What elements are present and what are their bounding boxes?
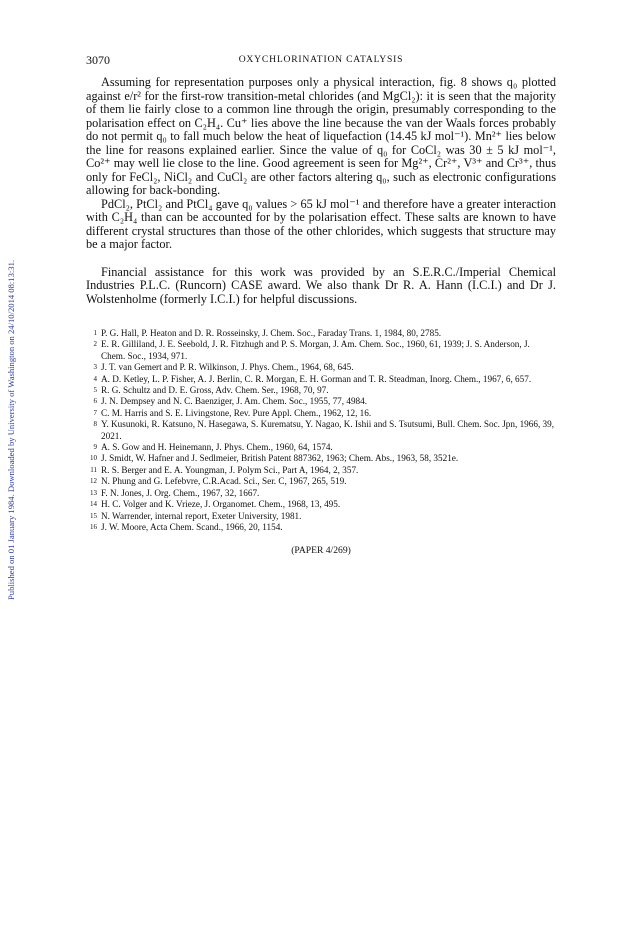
reference-item — [86, 419, 556, 442]
reference-number: 11 — [90, 465, 97, 474]
page-header — [86, 53, 556, 67]
reference-text: J. W. Moore, Acta Chem. Scand., 1966, 20, 1154. — [101, 521, 283, 532]
body-paragraph: PdCl₂, PtCl₂ and PtCl₄ gave q₀ values > 65 kJ mol⁻¹ and therefore have a greater interaction with C₂H₄ than can be accounted for by the polarisation effect. These salts are known to have different crystal structures than those of the other chlorides, which suggests that structure may be a major factor. — [86, 196, 556, 251]
reference-text: A. D. Ketley, L. P. Fisher, A. J. Berlin, C. R. Morgan, E. H. Gorman and T. R. Steadman, Inorg. Chem., 1967, 6, 657. — [101, 373, 532, 384]
reference-item — [86, 522, 556, 533]
reference-item — [86, 408, 556, 419]
body-paragraph: Assuming for representation purposes only a physical interaction, fig. 8 shows q₀ plotted against e/r² for the first-row transition-metal chlorides (and MgCl₂): it is seen that the majority of them lie fairly close to a common line through the origin, presumably corresponding to the polarisation effect on C₂H₄. Cu⁺ lies above the line because the van der Waals forces probably do not permit q₀ to fall much below the heat of liquefaction (14.45 kJ mol⁻¹). Mn²⁺ lies below the line for reasons explained earlier. Since the value of q₀ for CoCl₂ was 30 ± 5 kJ mol⁻¹, Co²⁺ may well lie close to the line. Good agreement is seen for Mg²⁺, Cr²⁺, V³⁺ and Cr³⁺, thus only for FeCl₂, NiCl₂ and CuCl₂ are other factors altering q₀, such as electronic configurations allowing for back-bonding. — [86, 75, 556, 197]
reference-number: 10 — [90, 454, 97, 463]
reference-number: 15 — [90, 511, 97, 520]
reference-text: N. Warrender, internal report, Exeter University, 1981. — [101, 510, 302, 521]
reference-text: H. C. Volger and K. Vrieze, J. Organomet. Chem., 1968, 13, 495. — [101, 499, 341, 510]
reference-item — [86, 465, 556, 476]
reference-number: 14 — [90, 500, 97, 509]
reference-number: 6 — [93, 397, 97, 406]
reference-number: 16 — [90, 522, 97, 531]
reference-text: R. G. Schultz and D. E. Gross, Adv. Chem. Ser., 1968, 70, 97. — [101, 385, 329, 396]
reference-number: 5 — [93, 386, 97, 395]
reference-item — [86, 453, 556, 464]
reference-item — [86, 374, 556, 385]
download-watermark-text: Published on 01 January 1984. Downloaded by University of Washington on 24/10/2014 08:13:31. — [6, 259, 16, 600]
paper-identifier: (PAPER 4/269) — [291, 545, 351, 557]
reference-text: N. Phung and G. Lefebvre, C.R.Acad. Sci., Ser. C, 1967, 265, 519. — [101, 476, 347, 487]
reference-item — [86, 476, 556, 487]
reference-text: J. T. van Gemert and P. R. Wilkinson, J. Phys. Chem., 1964, 68, 645. — [101, 362, 354, 373]
page-number: 3070 — [86, 53, 110, 67]
acknowledgement-paragraph: Financial assistance for this work was provided by an S.E.R.C./Imperial Chemical Industries P.L.C. (Runcorn) CASE award. We also thank Dr R. A. Hann (I.C.I.) and Dr J. Wolstenholme (formerly I.C.I.) for helpful discussions. — [86, 264, 556, 306]
reference-item — [86, 488, 556, 499]
reference-text: J. N. Dempsey and N. C. Baenziger, J. Am. Chem. Soc., 1955, 77, 4984. — [101, 396, 368, 407]
reference-number: 8 — [93, 420, 97, 429]
reference-text: A. S. Gow and H. Heinemann, J. Phys. Chem., 1960, 64, 1574. — [101, 442, 333, 453]
reference-item — [86, 385, 556, 396]
reference-item — [86, 511, 556, 522]
reference-number: 1 — [93, 329, 97, 337]
reference-number: 2 — [93, 340, 97, 349]
download-watermark — [6, 140, 18, 600]
reference-number: 3 — [93, 363, 97, 372]
reference-number: 9 — [93, 443, 97, 452]
reference-list — [86, 328, 556, 533]
reference-item — [86, 339, 556, 362]
reference-text: Y. Kusunoki, R. Katsuno, N. Hasegawa, S. Kurematsu, Y. Nagao, K. Ishii and S. Tsutsumi, Bull. Chem. Soc. Jpn, 1966, 39, 2021. — [101, 419, 555, 441]
reference-item — [86, 442, 556, 453]
reference-number: 4 — [93, 374, 97, 383]
reference-text: R. S. Berger and E. A. Youngman, J. Polym Sci., Part A, 1964, 2, 357. — [101, 464, 359, 475]
reference-item — [86, 362, 556, 373]
running-title: OXYCHLORINATION CATALYSIS — [238, 54, 404, 65]
reference-number: 13 — [90, 488, 97, 497]
reference-text: J. Smidt, W. Hafner and J. Sedlmeier, British Patent 887362, 1963; Chem. Abs., 1963, 58, 3521e. — [101, 453, 459, 464]
reference-number: 12 — [90, 477, 97, 486]
reference-item — [86, 328, 556, 339]
reference-number: 7 — [93, 408, 97, 417]
reference-item — [86, 499, 556, 510]
reference-text: F. N. Jones, J. Org. Chem., 1967, 32, 1667. — [101, 487, 260, 498]
reference-text: E. R. Gilliland, J. E. Seebold, J. R. Fitzhugh and P. S. Morgan, J. Am. Chem. Soc., 1960, 61, 1939; J. S. Anderson, J. Chem. Soc., 1934, 971. — [101, 339, 530, 361]
reference-text: C. M. Harris and S. E. Livingstone, Rev. Pure Appl. Chem., 1962, 12, 16. — [101, 407, 372, 418]
page-body — [86, 76, 556, 556]
reference-item — [86, 396, 556, 407]
reference-text: P. G. Hall, P. Heaton and D. R. Rosseinsky, J. Chem. Soc., Faraday Trans. 1, 1984, 80, 2785. — [101, 328, 442, 338]
